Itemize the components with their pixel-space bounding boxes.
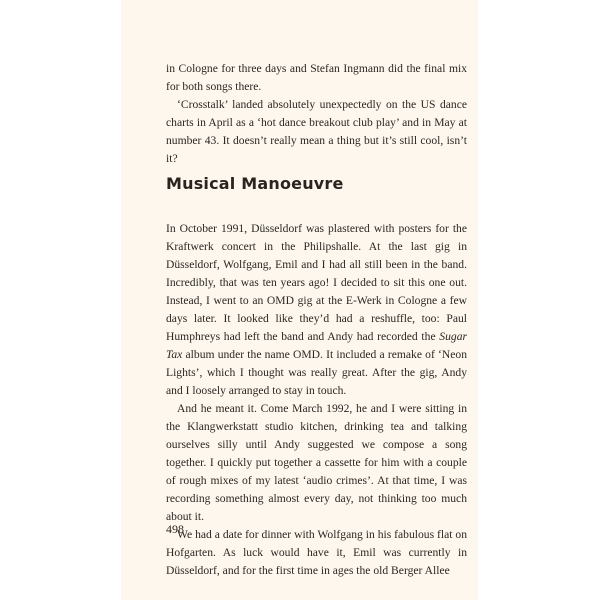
opening-text — [166, 60, 467, 168]
paragraph-text: album under the name OMD. It included a remake of ‘Neon Lights’, which I thought was really great. After the gig, Andy and I loosely arranged to stay in touch. — [166, 348, 467, 397]
section-body — [166, 220, 467, 580]
paragraph-continued: in Cologne for three days and Stefan Ingmann did the final mix for both songs there. — [166, 62, 467, 93]
book-page — [121, 0, 478, 600]
paragraph-text: In October 1991, Düsseldorf was plastered with posters for the Kraftwerk concert in the Philipshalle. At the last gig in Düsseldorf, Wolfgang, Emil and I had all still been in the band. Incredibly, that was ten years ago! I decided to sit this one out. Instead, I went to an OMD gig at the E-Werk in Cologne a few days later. It looked like they’d had a reshuffle, too: Paul Humphreys had left the band and Andy had recorded the — [166, 222, 467, 343]
paragraph-dinner: We had a date for dinner with Wolfgang in his fabulous flat on Hofgarten. As luck would have it, Emil was currently in Düsseldorf, and for the first time in ages the old Berger Allee — [166, 528, 467, 577]
section-heading: Musical Manoeuvre — [166, 174, 344, 193]
page-number: 498 — [166, 522, 184, 536]
paragraph-march-1992: And he meant it. Come March 1992, he and I were sitting in the Klangwerkstatt studio kitchen, drinking tea and talking ourselves silly until Andy suggested we compose a song together. I quickly put together a cassette for him with a couple of rough mixes of my latest ‘audio crimes’. At that time, I was recording something almost every day, not thinking too much about it. — [166, 402, 467, 523]
paragraph-crosstalk: ‘Crosstalk’ landed absolutely unexpectedly on the US dance charts in April as a ‘hot dance breakout club play’ and in May at number 43. It doesn’t really mean a thing but it’s still cool, isn’t it? — [166, 98, 467, 165]
paragraph-october-1991 — [166, 220, 467, 400]
album-title: Sugar Tax — [166, 330, 467, 361]
